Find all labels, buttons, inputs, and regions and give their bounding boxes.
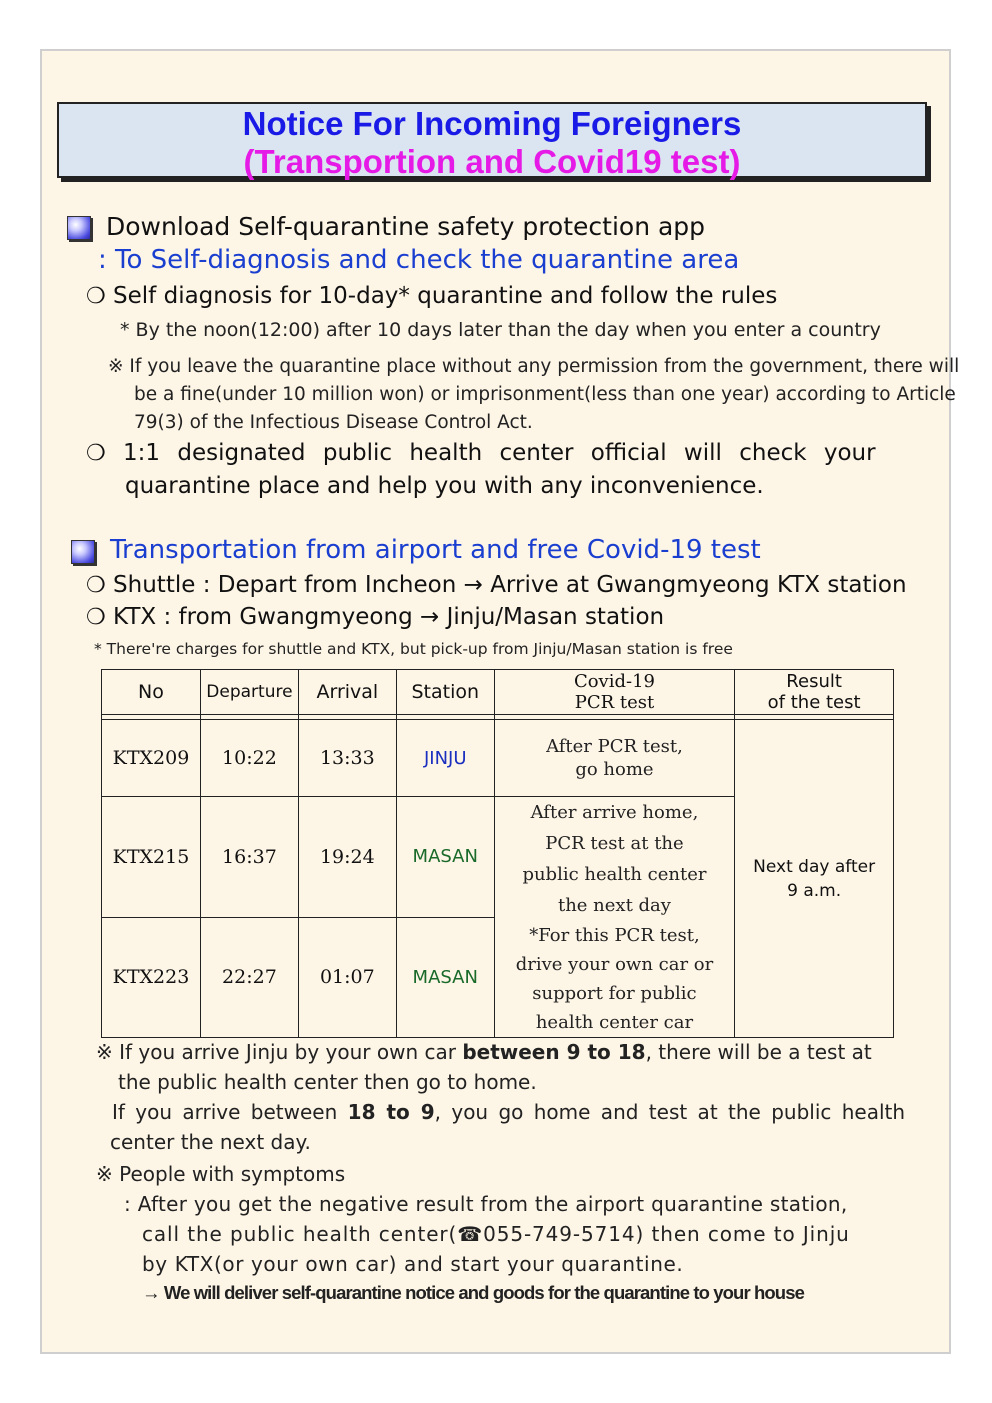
section-bullet-icon bbox=[67, 216, 91, 240]
own-car-post: , there will be a test at bbox=[645, 1040, 872, 1064]
section2-bullet2-text: KTX : from Gwangmyeong → Jinju/Masan station bbox=[113, 604, 665, 630]
header-departure: Departure bbox=[200, 670, 298, 715]
cell-station: MASAN bbox=[396, 797, 494, 918]
late-post: , you go home and test at the public health bbox=[434, 1100, 906, 1124]
page-title: Notice For Incoming Foreigners bbox=[242, 105, 742, 142]
section-bullet-icon bbox=[71, 540, 95, 564]
pcr-row1-line2: go home bbox=[575, 759, 654, 780]
title-box bbox=[57, 102, 927, 178]
pcr-line: health center car bbox=[535, 1012, 694, 1033]
header-covid-line2: PCR test bbox=[574, 692, 655, 713]
cell-train-no: KTX215 bbox=[102, 797, 201, 918]
section2-bullet1-text: Shuttle : Depart from Incheon → Arrive at Gwangmyeong KTX station bbox=[113, 572, 907, 598]
cell-arrival: 19:24 bbox=[298, 797, 396, 918]
section1-bullet2-line1: 1:1 designated public health center official will check your bbox=[123, 440, 876, 466]
header-covid-pcr bbox=[494, 670, 735, 715]
cell-train-no: KTX223 bbox=[102, 917, 201, 1038]
section1-bullet2 bbox=[86, 440, 876, 466]
charge-note: * There're charges for shuttle and KTX, but pick-up from Jinju/Masan station is free bbox=[94, 640, 733, 658]
circle-bullet-icon: ❍ bbox=[86, 441, 106, 466]
circle-bullet-icon: ❍ bbox=[86, 605, 106, 630]
cell-station: MASAN bbox=[396, 917, 494, 1038]
cell-arrival: 13:33 bbox=[298, 720, 396, 797]
delivery-note: → We will deliver self-quarantine notice and goods for the quarantine to your house bbox=[142, 1282, 804, 1303]
pcr-line: public health center bbox=[522, 864, 707, 885]
late-arrival-line2: center the next day. bbox=[110, 1130, 311, 1154]
own-car-note bbox=[96, 1040, 872, 1064]
cell-result bbox=[735, 720, 894, 1038]
circle-bullet-icon: ❍ bbox=[86, 284, 106, 309]
symptoms-heading: ※ People with symptoms bbox=[96, 1162, 346, 1186]
table-row bbox=[102, 720, 894, 797]
quarantine-footnote: * By the noon(12:00) after 10 days later than the day when you enter a country bbox=[120, 319, 881, 341]
warning-line-3: 79(3) of the Infectious Disease Control Act. bbox=[134, 412, 533, 433]
ktx-schedule-table bbox=[101, 669, 894, 1038]
pcr-line: PCR test at the bbox=[545, 833, 684, 854]
pcr-line: support for public bbox=[532, 983, 697, 1004]
section2-bullet1 bbox=[86, 572, 907, 598]
header-arrival: Arrival bbox=[298, 670, 396, 715]
section1-bullet1 bbox=[86, 283, 777, 309]
own-car-bold: between 9 to 18 bbox=[462, 1040, 646, 1064]
section1-heading: Download Self-quarantine safety protection app bbox=[106, 212, 706, 241]
table-header-row bbox=[102, 670, 894, 715]
header-result-line2: of the test bbox=[767, 692, 861, 713]
cell-departure: 16:37 bbox=[200, 797, 298, 918]
warning-line-2: be a fine(under 10 million won) or imprisonment(less than one year) according to Article bbox=[134, 384, 956, 405]
own-car-line2: the public health center then go to home. bbox=[118, 1070, 537, 1094]
cell-pcr-row1 bbox=[494, 720, 735, 797]
cell-departure: 10:22 bbox=[200, 720, 298, 797]
late-arrival-note bbox=[112, 1100, 905, 1124]
pcr-line: After arrive home, bbox=[530, 802, 699, 823]
header-result-line1: Result bbox=[786, 671, 842, 692]
warning-line-1: ※ If you leave the quarantine place without any permission from the government, there will bbox=[108, 356, 960, 377]
late-pre: If you arrive between bbox=[112, 1100, 348, 1124]
cell-pcr-rows23 bbox=[494, 797, 735, 1038]
section2-bullet2 bbox=[86, 604, 664, 630]
section1-bullet1-text: Self diagnosis for 10-day* quarantine and follow the rules bbox=[113, 283, 778, 309]
pcr-line: the next day bbox=[557, 895, 671, 916]
symptoms-line3: by KTX(or your own car) and start your quarantine. bbox=[142, 1252, 684, 1276]
result-line1: Next day after bbox=[753, 856, 876, 877]
cell-arrival: 01:07 bbox=[298, 917, 396, 1038]
own-car-pre: ※ If you arrive Jinju by your own car bbox=[96, 1040, 463, 1064]
cell-station: JINJU bbox=[396, 720, 494, 797]
section1-subheading: : To Self-diagnosis and check the quarantine area bbox=[98, 245, 740, 275]
cell-train-no: KTX209 bbox=[102, 720, 201, 797]
section2-heading: Transportation from airport and free Covid-19 test bbox=[110, 535, 761, 565]
pcr-row1-line1: After PCR test, bbox=[546, 736, 683, 757]
symptoms-line1: : After you get the negative result from the airport quarantine station, bbox=[124, 1192, 848, 1216]
pcr-line: drive your own car or bbox=[515, 954, 714, 975]
page-subtitle: (Transportion and Covid19 test) bbox=[243, 143, 741, 180]
header-covid-line1: Covid-19 bbox=[573, 671, 655, 692]
circle-bullet-icon: ❍ bbox=[86, 573, 106, 598]
cell-departure: 22:27 bbox=[200, 917, 298, 1038]
late-bold: 18 to 9 bbox=[347, 1100, 435, 1124]
result-line2: 9 a.m. bbox=[787, 880, 842, 901]
section1-bullet2-line2: quarantine place and help you with any inconvenience. bbox=[125, 473, 764, 499]
pcr-line: *For this PCR test, bbox=[529, 925, 700, 946]
header-no: No bbox=[102, 670, 201, 715]
symptoms-line2: call the public health center(☎055-749-5714) then come to Jinju bbox=[142, 1222, 850, 1246]
header-station: Station bbox=[396, 670, 494, 715]
header-result bbox=[735, 670, 894, 715]
